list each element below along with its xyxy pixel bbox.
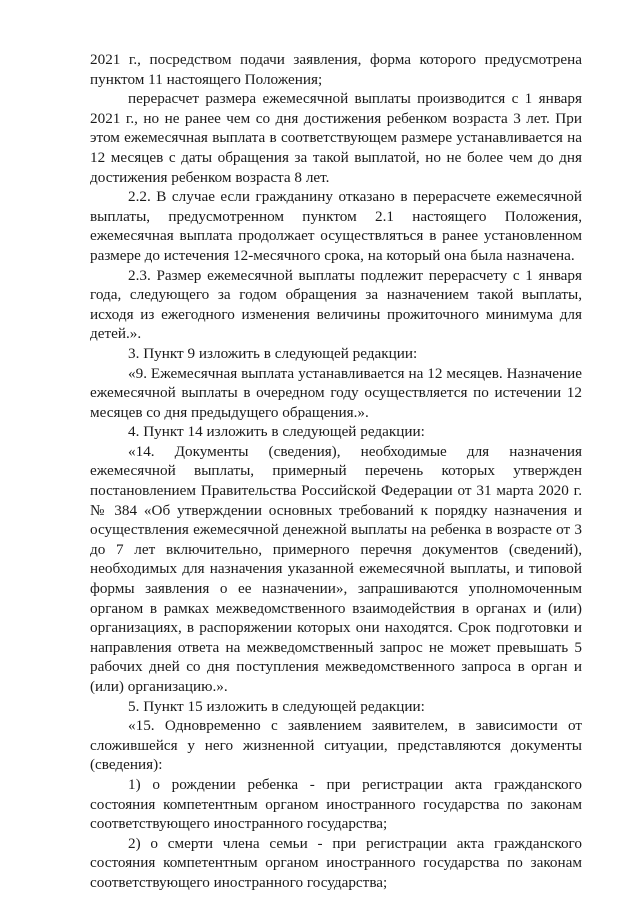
paragraph-6: «9. Ежемесячная выплата устанавливается на 12 месяцев. Назначение ежемесячной выплаты в очередном году осуществляется по истечении 12 месяцев со дня предыдущего обращения.». <box>90 364 582 421</box>
document-page <box>90 50 582 893</box>
paragraph-3: 2.2. В случае если гражданину отказано в перерасчете ежемесячной выплаты, предусмотренном пунктом 2.1 настоящего Положения, ежемесячная выплата продолжает осуществляться в ранее установленном размере до истечения 12-месячного срока, на который она была назначена. <box>90 188 582 264</box>
paragraph-4: 2.3. Размер ежемесячной выплаты подлежит перерасчету с 1 января года, следующего за годом обращения за назначением такой выплаты, исходя из ежегодного изменения величины прожиточного минимума для детей.». <box>90 266 582 343</box>
paragraph-12: 2) о смерти члена семьи - при регистрации акта гражданского состояния компетентным органом иностранного государства по законам соответствующего иностранного государства; <box>90 834 582 891</box>
paragraph-2: перерасчет размера ежемесячной выплаты производится с 1 января 2021 г., но не ранее чем со дня достижения ребенком возраста 3 лет. При этом ежемесячная выплата в соответствующем размере устанавливается на 12 месяцев с даты обращения за такой выплатой, но не более чем до дня достижения ребенком возраста 8 лет. <box>90 90 582 186</box>
paragraph-8: «14. Документы (сведения), необходимые для назначения ежемесячной выплаты, примерный перечень которых утвержден постановлением Правительства Российской Федерации от 31 марта 2020 г. № 384 «Об утверждении основных требований к порядку назначения и осуществления ежемесячной денежной выплаты на ребенка в возрасте от 3 до 7 лет включительно, примерного перечня документов (сведений), необходимых для назначения указанной ежемесячной выплаты, и типовой формы заявления о ее назначении», запрашиваются уполномоченным органом в рамках межведомственного взаимодействия в органах и (или) организациях, в распоряжении которых они находятся. Срок подготовки и направления ответа на межведомственный запрос не может превышать 5 рабочих дней со дня поступления межведомственного запроса в орган и (или) организацию.». <box>90 442 582 695</box>
paragraph-5: 3. Пункт 9 изложить в следующей редакции: <box>128 344 418 362</box>
paragraph-7: 4. Пункт 14 изложить в следующей редакции: <box>128 423 425 441</box>
paragraph-10: «15. Одновременно с заявлением заявителем, в зависимости от сложившейся у него жизненной ситуации, представляются документы (сведения): <box>90 717 582 774</box>
paragraph-1: 2021 г., посредством подачи заявления, форма которого предусмотрена пунктом 11 настоящего Положения; <box>90 51 582 88</box>
paragraph-11: 1) о рождении ребенка - при регистрации акта гражданского состояния компетентным органом иностранного государства по законам соответствующего иностранного государства; <box>90 775 582 833</box>
paragraph-9: 5. Пункт 15 изложить в следующей редакции: <box>128 697 425 715</box>
